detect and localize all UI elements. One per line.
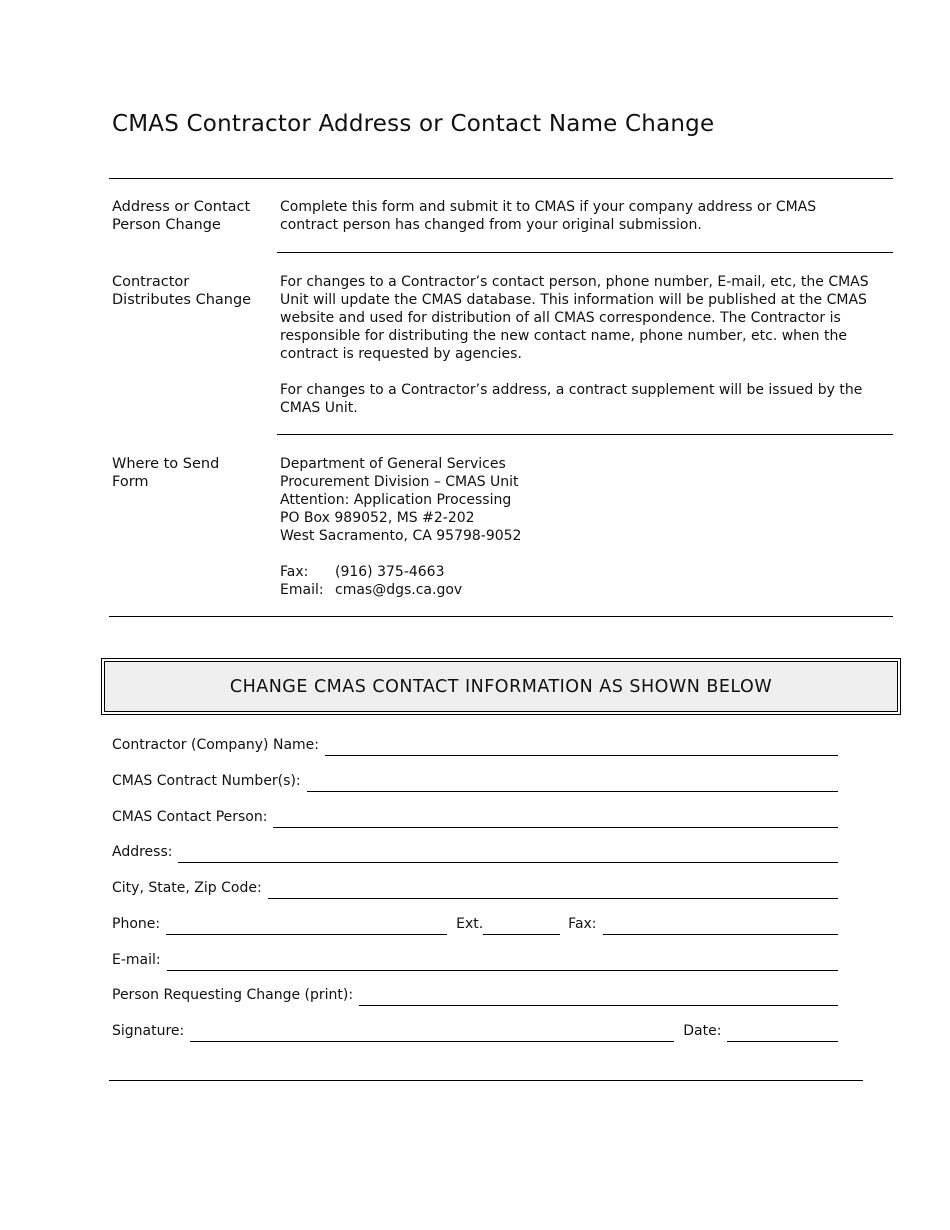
label-line: Distributes Change: [112, 292, 252, 308]
phone-field[interactable]: [166, 916, 447, 935]
address-field[interactable]: [178, 844, 838, 863]
address-line: Department of General Services: [280, 456, 506, 472]
label-line: Person Change: [112, 217, 221, 233]
requester-label: Person Requesting Change (print):: [112, 987, 354, 1003]
divider: [109, 616, 893, 617]
form-banner-title: CHANGE CMAS CONTACT INFORMATION AS SHOWN BELOW: [104, 661, 898, 712]
page-title: CMAS Contractor Address or Contact Name Change: [112, 111, 715, 137]
address-row: [112, 843, 838, 863]
paragraph: Complete this form and submit it to CMAS if your company address or CMAS contract person has changed from your original submission.: [280, 199, 817, 233]
date-label: Date:: [683, 1023, 722, 1039]
section-text-distributes-change: [280, 273, 870, 417]
address-line: Attention: Application Processing: [280, 492, 512, 508]
fax-row: [280, 563, 880, 581]
signature-field[interactable]: [190, 1023, 674, 1042]
company-name-row: [112, 736, 838, 756]
email-row: [280, 581, 880, 599]
ext-label: Ext.: [456, 916, 484, 932]
requester-field[interactable]: [359, 987, 838, 1006]
divider: [277, 252, 893, 253]
paragraph: For changes to a Contractor’s address, a contract supplement will be issued by the CMAS Unit.: [280, 382, 863, 416]
fax-number: (916) 375-4663: [335, 564, 445, 580]
requester-row: [112, 986, 838, 1006]
city-state-zip-field[interactable]: [268, 880, 838, 899]
section-label-distributes-change: [112, 273, 251, 309]
address-line: West Sacramento, CA 95798-9052: [280, 528, 522, 544]
divider: [109, 178, 893, 179]
company-name-label: Contractor (Company) Name:: [112, 737, 319, 753]
section-label-where-to-send: [112, 455, 219, 491]
label-line: Form: [112, 474, 149, 490]
email-address: cmas@dgs.ca.gov: [335, 582, 463, 598]
ext-field[interactable]: [483, 916, 560, 935]
divider: [109, 1080, 863, 1081]
contact-person-field[interactable]: [273, 809, 838, 828]
section-label-address-change: [112, 198, 250, 234]
label-line: Contractor: [112, 274, 190, 290]
fax-field-label: Fax:: [568, 916, 597, 932]
date-field[interactable]: [727, 1023, 838, 1042]
email-label: Email:: [280, 582, 324, 598]
label-line: Address or Contact: [112, 199, 251, 215]
email-field[interactable]: [167, 952, 838, 971]
phone-label: Phone:: [112, 916, 161, 932]
address-line: PO Box 989052, MS #2-202: [280, 510, 475, 526]
phone-row: [112, 915, 838, 935]
address-label: Address:: [112, 844, 173, 860]
address-line: Procurement Division – CMAS Unit: [280, 474, 519, 490]
signature-row: [112, 1022, 838, 1042]
paragraph: For changes to a Contractor’s contact person, phone number, E-mail, etc, the CMAS Unit will update the CMAS database. This information will be published at the CMAS website and used for distribution of all CMAS correspondence. The Contractor is responsible for distributing the new contact name, phone number, etc. when the contract is requested by agencies.: [280, 274, 869, 362]
contract-numbers-label: CMAS Contract Number(s):: [112, 773, 301, 789]
section-text-address-change: [280, 198, 840, 234]
contact-person-row: [112, 808, 838, 828]
contract-numbers-field[interactable]: [307, 773, 838, 792]
city-state-zip-row: [112, 879, 838, 899]
form-banner: [101, 658, 901, 715]
email-row: [112, 951, 838, 971]
divider: [277, 434, 893, 435]
contact-person-label: CMAS Contact Person:: [112, 809, 268, 825]
label-line: Where to Send: [112, 456, 220, 472]
signature-label: Signature:: [112, 1023, 185, 1039]
contract-numbers-row: [112, 772, 838, 792]
city-state-zip-label: City, State, Zip Code:: [112, 880, 262, 896]
email-field-label: E-mail:: [112, 952, 161, 968]
company-name-field[interactable]: [325, 737, 838, 756]
fax-field[interactable]: [603, 916, 838, 935]
mailing-address: [280, 455, 880, 599]
fax-label: Fax:: [280, 564, 309, 580]
